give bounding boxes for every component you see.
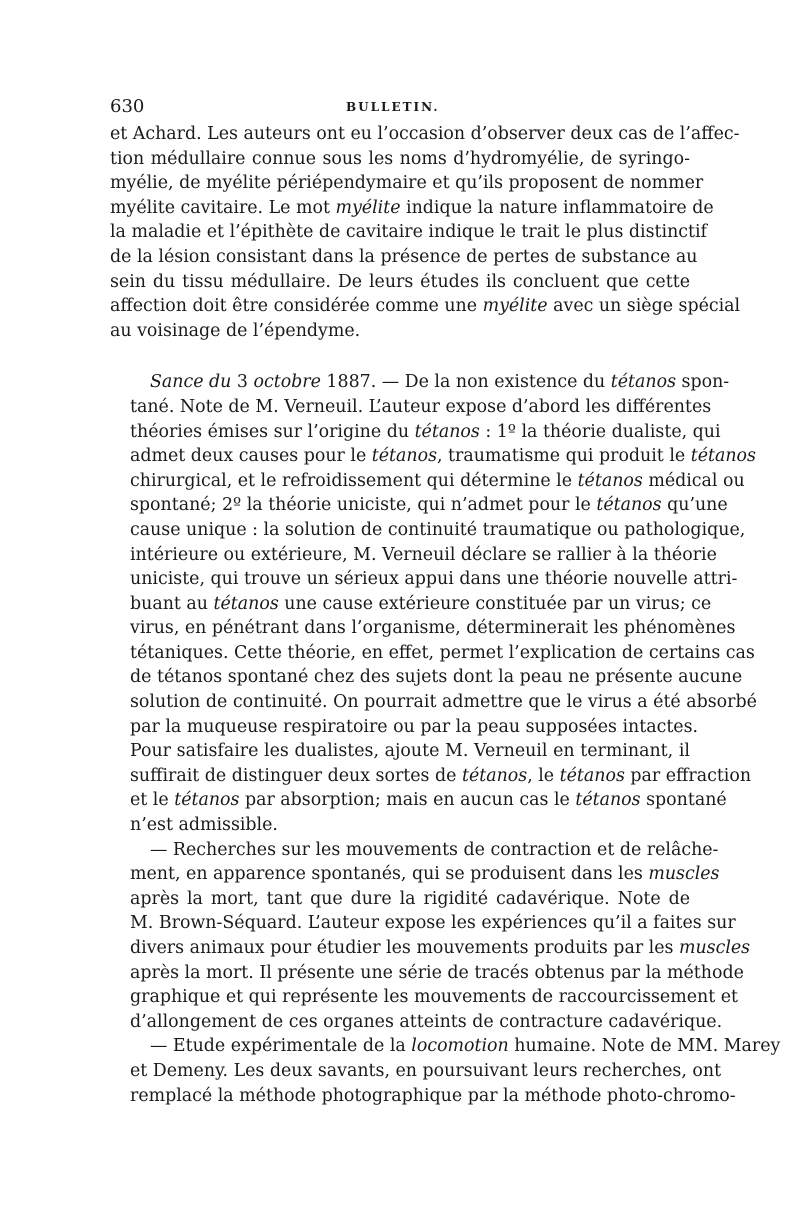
text-run: intérieure ou extérieure, M. Verneuil déclare se rallier à la théorie — [130, 544, 717, 565]
text-line — [110, 370, 730, 395]
text-run: spon- — [676, 372, 730, 393]
italic-term: octobre — [253, 372, 321, 393]
italic-term: tétanos — [174, 790, 240, 811]
text-run: spontané; 2º la théorie uniciste, qui n’admet pour le — [130, 495, 597, 516]
italic-term: myélite — [482, 296, 548, 317]
text-line — [110, 1059, 722, 1084]
running-head: BULLETIN. — [346, 100, 440, 114]
text-run: tané. Note de M. Verneuil. L’auteur expose d’abord les différentes — [130, 396, 712, 417]
text-line — [110, 862, 720, 887]
text-run: d’allongement de ces organes atteints de contracture cadavérique. — [130, 1011, 723, 1032]
text-line — [110, 665, 743, 690]
text-run: divers animaux pour étudier les mouvements produits par les — [130, 938, 679, 958]
text-run: remplacé la méthode photographique par la méthode photo-chromo- — [130, 1085, 736, 1106]
italic-term: myélite — [335, 197, 401, 218]
text-run: , le — [527, 765, 560, 786]
text-run: et Demeny. Les deux savants, en poursuivant leurs recherches, ont — [130, 1060, 722, 1081]
text-line — [110, 245, 698, 270]
text-line — [110, 469, 745, 494]
text-run: sein du tissu médullaire. De leurs études ils concluent que cette — [110, 271, 690, 292]
italic-term: tétanos — [371, 446, 437, 467]
text-run: 3 — [231, 372, 254, 393]
text-run: admet deux causes pour le — [130, 446, 372, 467]
text-line — [110, 220, 707, 245]
italic-term: locomotion — [411, 1036, 509, 1057]
text-run: tétaniques. Cette théorie, en effet, permet l’explication de certains cas — [130, 642, 755, 663]
text-line — [110, 122, 740, 147]
text-line — [110, 270, 690, 295]
text-run: n’est admissible. — [130, 815, 278, 836]
text-run: et le — [130, 790, 175, 811]
text-line — [110, 911, 736, 936]
text-line — [110, 1034, 781, 1059]
text-run: suffirait de distinguer deux sortes de — [130, 765, 462, 786]
text-line — [110, 985, 738, 1010]
italic-term: tétanos — [461, 765, 528, 786]
text-run: cause unique : la solution de continuité traumatique ou pathologique, — [130, 519, 746, 540]
italic-term: muscles — [678, 938, 751, 958]
page-header — [110, 96, 690, 122]
text-run: médical ou — [642, 470, 745, 491]
text-line — [110, 420, 721, 445]
text-run: théories émises sur l’origine du — [130, 421, 415, 442]
paragraph — [110, 122, 741, 343]
text-line — [110, 961, 744, 986]
paragraph — [110, 838, 751, 1035]
text-run: qu’une — [661, 495, 728, 516]
text-run: : 1º la théorie dualiste, qui — [479, 421, 721, 442]
text-line — [110, 294, 741, 319]
italic-term: tétanos — [690, 446, 756, 467]
text-line — [110, 764, 752, 789]
text-run: M. Brown-Séquard. L’auteur expose les expériences qu’il a faites sur — [130, 913, 736, 934]
text-run: — Etude expérimentale de la — [150, 1036, 412, 1057]
text-line — [110, 567, 738, 592]
page-number: 630 — [110, 96, 145, 117]
document-page — [110, 96, 781, 1108]
text-run: affection doit être considérée comme une — [110, 296, 483, 317]
italic-term: Sance du — [150, 372, 232, 393]
paragraph — [110, 370, 757, 837]
text-run: une cause extérieure constituée par un virus; ce — [278, 593, 712, 614]
italic-term: muscles — [648, 864, 720, 885]
text-run: ment, en apparence spontanés, qui se produisent dans les — [130, 864, 649, 885]
text-line — [110, 616, 736, 641]
paragraph — [110, 1034, 781, 1108]
text-run: — Recherches sur les mouvements de contraction et de relâche- — [150, 839, 719, 860]
text-line — [110, 319, 690, 344]
text-run: tion médullaire connue sous les noms d’hydromyélie, de syringo- — [110, 148, 690, 169]
text-run: au voisinage de l’épendyme. — [110, 320, 361, 341]
text-line — [110, 1084, 736, 1109]
text-run: buant au — [130, 593, 214, 614]
text-run: humaine. Note de MM. Marey — [508, 1036, 781, 1057]
text-line — [110, 147, 690, 172]
text-line — [110, 788, 727, 813]
text-run: par la muqueuse respiratoire ou par la peau supposées intactes. — [130, 716, 699, 737]
italic-term: tétanos — [414, 421, 480, 442]
text-run: Pour satisfaire les dualistes, ajoute M. Verneuil en terminant, il — [130, 741, 690, 762]
text-run: la maladie et l’épithète de cavitaire indique le trait le plus distinctif — [110, 222, 707, 243]
text-line — [110, 395, 712, 420]
italic-term: tétanos — [213, 593, 279, 614]
text-run: , traumatisme qui produit le — [437, 446, 691, 467]
text-run: après la mort. Il présente une série de tracés obtenus par la méthode — [130, 962, 744, 983]
text-line — [110, 493, 728, 518]
text-run: de la lésion consistant dans la présence de pertes de substance au — [110, 246, 698, 267]
text-line — [110, 838, 719, 863]
text-line — [110, 196, 714, 221]
text-run: 1887. — De la non existence du — [320, 372, 611, 393]
text-run: indique la nature inflammatoire de — [400, 197, 714, 218]
body-text — [110, 122, 781, 1108]
text-line — [110, 543, 717, 568]
text-line — [110, 641, 755, 666]
text-line — [110, 739, 690, 764]
text-line — [110, 1010, 723, 1035]
text-run: solution de continuité. On pourrait admettre que le virus a été absorbé — [130, 692, 757, 713]
text-run: avec un siège spécial — [547, 296, 741, 317]
italic-term: tétanos — [559, 765, 625, 786]
text-line — [110, 592, 712, 617]
text-run: par absorption; mais en aucun cas le — [239, 790, 576, 811]
italic-term: tétanos — [577, 470, 643, 491]
text-run: par effraction — [624, 765, 752, 786]
text-run: chirurgical, et le refroidissement qui détermine le — [130, 470, 578, 491]
text-line — [110, 887, 690, 912]
text-run: de tétanos spontané chez des sujets dont la peau ne présente aucune — [130, 667, 743, 688]
text-run: et Achard. Les auteurs ont eu l’occasion d’observer deux cas de l’affec- — [110, 124, 740, 144]
text-line — [110, 813, 690, 838]
text-run: virus, en pénétrant dans l’organisme, déterminerait les phénomènes — [130, 618, 736, 639]
text-line — [110, 444, 756, 469]
text-line — [110, 171, 704, 196]
text-line — [110, 715, 699, 740]
text-run: après la mort, tant que dure la rigidité cadavérique. Note de — [130, 888, 690, 909]
text-run: graphique et qui représente les mouvements de raccourcissement et — [130, 987, 738, 1008]
text-run: spontané — [640, 790, 727, 811]
italic-term: tétanos — [596, 495, 662, 516]
text-run: myélite cavitaire. Le mot — [110, 197, 336, 218]
text-run: uniciste, qui trouve un sérieux appui dans une théorie nouvelle attri- — [130, 569, 738, 590]
italic-term: tétanos — [610, 372, 677, 393]
text-line — [110, 518, 746, 543]
text-run: myélie, de myélite périépendymaire et qu’ils proposent de nommer — [110, 173, 704, 194]
italic-term: tétanos — [575, 790, 641, 811]
text-line — [110, 690, 757, 715]
text-line — [110, 936, 751, 961]
